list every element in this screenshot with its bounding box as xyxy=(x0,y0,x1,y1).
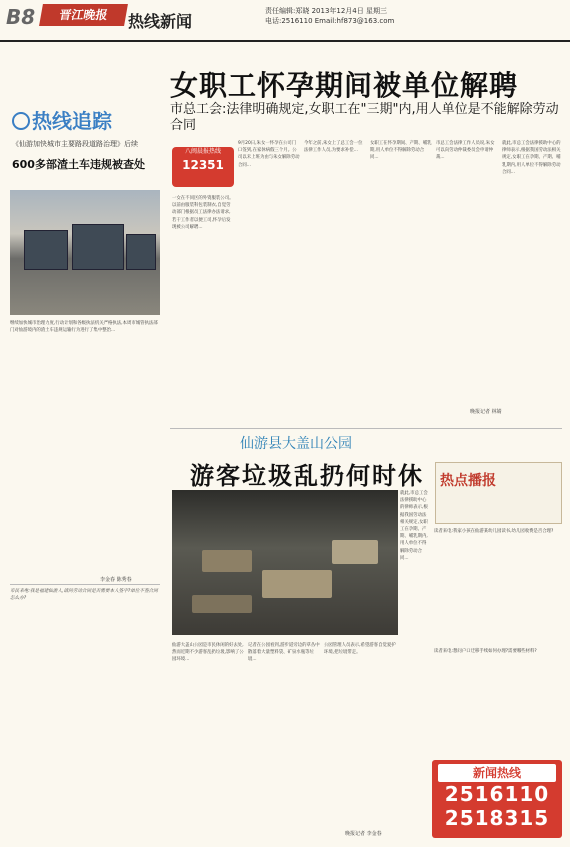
story2-body-col3: 公园管理人员表示,希望游客自觉爱护环境,把垃圾带走。 xyxy=(324,643,396,656)
news-phone-1: 2516110 xyxy=(444,782,550,806)
story2-body-col1: 仙游大盖山公园是市民休闲的好去处,然而近期不少游客乱扔垃圾,影响了公园环境... xyxy=(172,643,244,663)
phone-icon xyxy=(12,112,30,130)
section-title: 热线新闻 xyxy=(128,12,193,31)
news-hotline-box xyxy=(432,760,562,838)
news-phone-2: 2518315 xyxy=(444,806,550,830)
story2-body-col4: 就此,市总工会法律援助中心的律师表示,根据我国劳动法相关规定,女职工在孕期、产期、哺乳期内,用人单位不得解除劳动合同... xyxy=(400,491,428,561)
divider xyxy=(170,428,562,429)
main-body-col4: 女职工在怀孕期间、产期、哺乳期,用人单位不得解除劳动合同... xyxy=(370,141,432,161)
meta-line1: 责任编辑:郑晓 2013年12月4日 星期三 xyxy=(265,7,387,15)
left-caption: 《仙游加快城市主要路段道路治理》后续 xyxy=(12,140,138,148)
truck-shape xyxy=(126,234,156,270)
left-title: 600多部渣土车违规被查处 xyxy=(12,158,145,171)
header-meta xyxy=(265,6,394,26)
main-subhead: 市总工会:法律明确规定,女职工在"三期"内,用人单位是不能解除劳动合同 xyxy=(170,102,559,133)
hotline-badge xyxy=(172,147,234,187)
story2-byline: 晚报记者 李金春 xyxy=(345,831,382,837)
truck-shape xyxy=(72,224,124,270)
main-headline: 女职工怀孕期间被单位解聘 xyxy=(170,69,519,102)
story2-kicker: 仙游县大盖山公园 xyxy=(240,436,352,452)
hotline-heading: 热线追踪 xyxy=(32,109,112,133)
meta-line2: 电话:2516110 Email:hf873@163.com xyxy=(265,17,395,25)
truck-shape xyxy=(24,230,68,270)
left-byline: 李金春 陈秀春 xyxy=(100,577,132,583)
right-reader-question-2: 读者来电:想问户口迁移手续如何办理?需要哪些材料? xyxy=(434,649,537,654)
main-body-col3: 今年之前,朱女上了总工会一位法律工作人员,为要求补偿... xyxy=(304,141,363,154)
right-reader-question-1: 读者来电:我家小孩在仙游某幼儿园读书,幼儿园收费是否合理? xyxy=(434,529,554,534)
paper-logo: 晋江晚报 xyxy=(39,4,128,26)
page-header xyxy=(0,0,570,42)
left-reader-question: 市民来电:我是福建仙游人,请问劳动合同是否需要本人签字?单位不签合同怎么办? xyxy=(10,589,158,602)
litter-photo xyxy=(172,490,398,635)
badge-number: 12351 xyxy=(182,158,224,172)
right-body: 就此,市总工会法律援助中心的律师表示,根据我国劳动法相关规定,女职工在孕期、产期、哺乳期内,用人单位不得解除劳动合同... xyxy=(502,141,561,175)
litter-shape xyxy=(332,540,378,564)
divider xyxy=(10,584,160,585)
news-hotline-label: 新闻热线 xyxy=(438,764,556,782)
main-body-col1: 一女在不同区的外资服装公司。以前由服装科包装制衣,自觉劳动部门根据员工法律办法请求,若干工作者以便工司,怀孕后发现被公司解聘... xyxy=(172,196,234,230)
story2-headline: 游客垃圾乱扔何时休 xyxy=(190,462,424,490)
litter-shape xyxy=(192,595,252,613)
litter-shape xyxy=(262,570,332,598)
left-body-1: 继续加快城市治理力度,行动计划和各级执法机关严格执法,本周市城管执法部门对仙游境内的渣土车违规运输行为进行了集中整治... xyxy=(10,321,158,334)
main-byline: 晚报记者 林婧 xyxy=(470,409,502,415)
badge-label: 八闽晨报热线 xyxy=(184,148,221,155)
truck-photo xyxy=(10,190,160,315)
hot-news-label: 热点播报 xyxy=(440,473,496,489)
story2-body-col2: 记者在公园看到,游步道旁边的草丛中散落着大量塑料袋、矿泉水瓶等垃圾... xyxy=(248,643,320,663)
main-body-col5: 市总工会法律工作人员说,朱女可以向劳动仲裁委员会申请仲裁... xyxy=(436,141,495,161)
page-number: B8 xyxy=(6,5,36,29)
litter-shape xyxy=(202,550,252,572)
main-body-col2: 9月20日,朱女一怀孕在公司门口签到,在家休病假三个月。公司以未上班为由与朱女解除劳动合同... xyxy=(238,141,300,168)
